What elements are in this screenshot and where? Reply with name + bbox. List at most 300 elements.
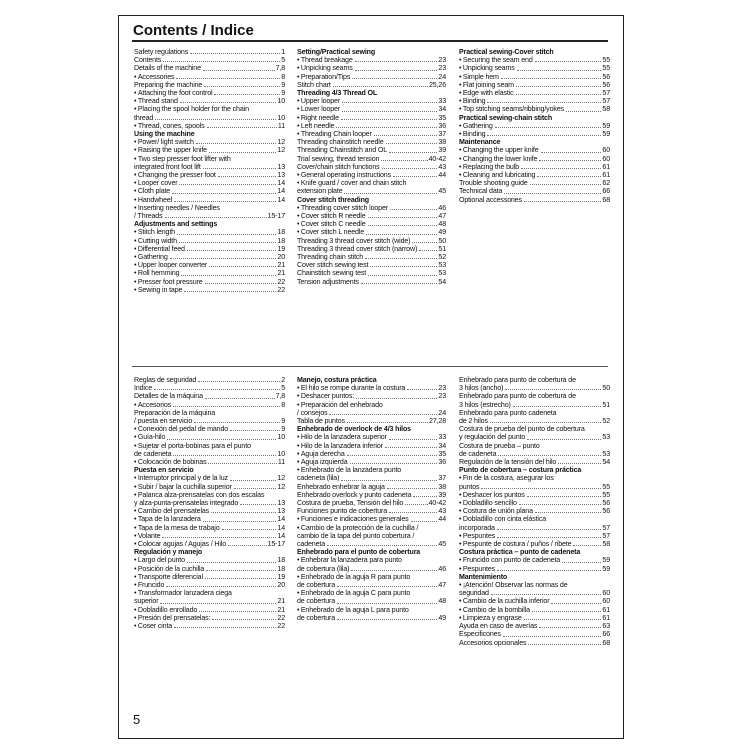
toc-entry-title: • Volante: [134, 532, 160, 540]
toc-entry: [134, 48, 285, 56]
toc-leader-dots: [368, 217, 438, 218]
toc-entry: [134, 458, 285, 466]
toc-heading-text: Cover stitch threading: [297, 195, 369, 204]
toc-entry-title: 3 hilos (ancho): [459, 384, 504, 393]
toc-entry-title: Enhebrado overlock y punto cadeneta: [297, 490, 412, 499]
toc-leader-dots: [481, 488, 601, 489]
toc-leader-dots: [382, 168, 438, 169]
toc-leader-dots: [504, 193, 601, 194]
toc-entry-title: • Knife guard / cover and chain stitch: [297, 179, 406, 187]
toc-leader-dots: [413, 496, 437, 497]
toc-entry: [134, 122, 285, 130]
toc-entry-title: • Tapa de la mesa de trabajo: [134, 524, 220, 532]
toc-entry-title: y alza-punta-prensatelas integrado: [134, 499, 239, 508]
toc-page-number: 53: [602, 433, 610, 442]
toc-heading-text: Costura práctica – punto de cadeneta: [459, 548, 581, 557]
toc-page-number: 59: [602, 564, 610, 573]
toc-entry: [134, 597, 285, 605]
toc-entry: [459, 401, 610, 409]
toc-entry-title: integrated front foot lift: [134, 162, 201, 171]
toc-entry-title: / consejos: [297, 408, 328, 417]
toc-page-number: 7,8: [275, 64, 285, 73]
toc-entry-title: cadeneta (lila): [297, 474, 340, 483]
toc-page-number: 8: [281, 400, 285, 409]
toc-entry: [297, 179, 446, 187]
toc-entry-title: • Pespunte de costura / puños / ribete: [459, 540, 571, 548]
toc-page-number: 34: [438, 105, 446, 114]
toc-leader-dots: [405, 504, 427, 505]
toc-entry-title: Costura de prueba del punto de cobertura: [459, 425, 585, 434]
toc-page-number: 39: [438, 490, 446, 499]
toc-entry-title: Tabla de puntos: [297, 417, 345, 426]
toc-entry-title: • Replacing the bulb: [459, 163, 519, 171]
toc-entry-title: • Inserting needles / Needles: [134, 204, 220, 212]
toc-page-number: 36: [438, 121, 446, 130]
toc-entry: [297, 581, 446, 589]
toc-entry-title: • Cleaning and lubricating: [459, 171, 535, 179]
toc-entry-title: de cobertura: [297, 597, 336, 606]
toc-entry-title: seguridad: [459, 589, 489, 598]
toc-leader-dots: [187, 250, 277, 251]
toc-entry-title: • Cloth plate: [134, 187, 170, 195]
toc-leader-dots: [154, 389, 280, 390]
toc-entry-title: • Dobladillo enrollado: [134, 606, 197, 614]
toc-entry: [134, 253, 285, 261]
toc-entry: [297, 269, 446, 277]
toc-entry-title: • Fin de la costura, asegurar los: [459, 474, 554, 482]
toc-leader-dots: [527, 439, 601, 440]
toc-entry: [459, 614, 610, 622]
toc-entry-title: • Simple hem: [459, 73, 499, 81]
toc-entry-title: Reglas de seguridad: [134, 376, 197, 384]
toc-entry-title: • Preparación del enhebrado: [297, 401, 383, 409]
toc-entry: [459, 146, 610, 154]
toc-leader-dots: [385, 447, 438, 448]
toc-entry: [134, 614, 285, 622]
toc-page-number: 57: [602, 531, 610, 540]
toc-page-number: 12: [277, 146, 285, 155]
toc-heading: [459, 573, 610, 581]
toc-leader-dots: [490, 422, 602, 423]
toc-entry: [459, 171, 610, 179]
toc-entry-title: y regulación del punto: [459, 433, 526, 442]
toc-page-number: 53: [438, 269, 446, 278]
toc-entry: [134, 433, 285, 441]
toc-entry-title: • Cutting width: [134, 237, 177, 245]
toc-entry-title: incorporada: [459, 523, 495, 532]
toc-page-number: 11: [277, 458, 285, 467]
toc-page-number: 23: [438, 384, 446, 393]
toc-entry-title: • Preparation/Tips: [297, 73, 350, 81]
toc-leader-dots: [181, 275, 276, 276]
toc-entry-title: • Limpieza y engrase: [459, 614, 522, 622]
toc-entry: [297, 97, 446, 105]
toc-page-number: 37: [438, 474, 446, 483]
toc-entry: [297, 589, 446, 597]
toc-entry: [297, 163, 446, 171]
toc-entry: [134, 540, 285, 548]
toc-leader-dots: [541, 152, 602, 153]
toc-entry: [134, 56, 285, 64]
toc-entry: [134, 573, 285, 581]
toc-heading: [459, 548, 610, 556]
toc-entry: [459, 556, 610, 564]
toc-leader-dots: [516, 94, 602, 95]
toc-leader-dots: [390, 209, 437, 210]
toc-page-number: 50: [438, 236, 446, 245]
toc-entry: [459, 122, 610, 130]
toc-entry: [459, 179, 610, 187]
toc-entry-title: • Left needle: [297, 122, 334, 130]
toc-leader-dots: [173, 455, 276, 456]
toc-entry-title: Cover stitch sewing test: [297, 261, 369, 270]
toc-entry-title: Ayuda en caso de averías: [459, 622, 538, 631]
toc-leader-dots: [333, 86, 428, 87]
toc-page-number: 43: [438, 507, 446, 516]
toc-leader-dots: [389, 512, 437, 513]
toc-entry: [134, 97, 285, 105]
toc-page-number: 5: [281, 56, 285, 65]
toc-leader-dots: [230, 480, 276, 481]
toc-entry-title: Regulación de la tensión del hilo: [459, 458, 557, 467]
toc-entry: [134, 81, 285, 89]
toc-page-number: 59: [602, 130, 610, 139]
toc-page-number: 44: [438, 171, 446, 180]
toc-entry: [459, 515, 610, 523]
toc-heading: [297, 548, 446, 556]
toc-entry: [297, 442, 446, 450]
toc-entry: [459, 155, 610, 163]
toc-entry: [134, 474, 285, 482]
toc-entry: [134, 581, 285, 589]
toc-heading-text: Punto de cobertura – costura práctica: [459, 466, 582, 475]
toc-page-number: 25,26: [428, 80, 446, 89]
toc-leader-dots: [558, 463, 601, 464]
toc-entry: [134, 237, 285, 245]
toc-page-number: 54: [438, 277, 446, 286]
toc-leader-dots: [160, 603, 276, 604]
toc-entry: [297, 204, 446, 212]
toc-leader-dots: [503, 636, 602, 637]
toc-leader-dots: [336, 127, 437, 128]
toc-entry-title: • Deshacer los puntos: [459, 491, 525, 499]
toc-leader-dots: [203, 168, 277, 169]
toc-entry-title: / puesta en servicio: [134, 417, 193, 426]
toc-page-number: 60: [602, 154, 610, 163]
toc-leader-dots: [174, 201, 276, 202]
toc-entry: [297, 220, 446, 228]
toc-page-number: 19: [277, 244, 285, 253]
toc-entry: [134, 245, 285, 253]
toc-page-number: 62: [602, 179, 610, 188]
toc-page-number: 9: [281, 89, 285, 98]
toc-page-number: 19: [277, 572, 285, 581]
toc-entry: [134, 491, 285, 499]
toc-entry-title: • Cover stitch L needle: [297, 228, 364, 236]
toc-entry: [134, 392, 285, 400]
toc-entry-title: Enhebrado enhebrar la aguja: [297, 482, 385, 491]
toc-leader-dots: [214, 94, 280, 95]
toc-leader-dots: [352, 78, 437, 79]
toc-page-number: 1: [281, 48, 285, 56]
toc-page-number: 54: [602, 458, 610, 467]
toc-entry: [297, 573, 446, 581]
toc-entry: [297, 73, 446, 81]
toc-heading-text: Puesta en servicio: [134, 466, 194, 475]
toc-entry: [459, 639, 610, 647]
toc-entry: [134, 171, 285, 179]
toc-entry-title: • Enhebrado de la aguja R para punto: [297, 573, 410, 581]
toc-entry: [297, 81, 446, 89]
toc-entry-title: superior: [134, 597, 159, 606]
toc-page-number: 13: [277, 507, 285, 516]
toc-page-number: 10: [277, 433, 285, 442]
toc-entry: [297, 540, 446, 548]
toc-page-number: 43: [438, 162, 446, 171]
toc-leader-dots: [412, 242, 437, 243]
toc-entry-title: Trial sewing, thread tension: [297, 154, 380, 163]
toc-entry-title: • Upper looper: [297, 97, 340, 105]
toc-entry-title: 3 hilos (estrecho): [459, 400, 511, 409]
toc-entry: [297, 401, 446, 409]
toc-entry: [459, 499, 610, 507]
toc-page-number: 61: [602, 171, 610, 180]
toc-entry-title: • ¡Atención! Observar las normas de: [459, 581, 568, 589]
toc-leader-dots: [573, 545, 601, 546]
toc-page-number: 45: [438, 540, 446, 549]
toc-leader-dots: [166, 586, 276, 587]
toc-entry-title: thread: [134, 113, 154, 122]
toc-leader-dots: [208, 463, 276, 464]
toc-entry: [459, 630, 610, 638]
toc-entry-title: • Roll hemming: [134, 269, 179, 277]
toc-entry: [459, 64, 610, 72]
toc-entry-title: • Guía-hilo: [134, 433, 165, 441]
toc-entry: [134, 532, 285, 540]
toc-page-number: 56: [602, 72, 610, 81]
toc-leader-dots: [177, 234, 276, 235]
toc-page-number: 21: [277, 269, 285, 278]
toc-column-spanish-2: [297, 376, 446, 622]
toc-leader-dots: [198, 381, 280, 382]
toc-entry: [297, 171, 446, 179]
toc-page-number: 60: [602, 146, 610, 155]
toc-leader-dots: [497, 570, 601, 571]
toc-entry-title: Especificones: [459, 630, 501, 639]
toc-entry-title: • Transformador lanzadera ciega: [134, 589, 232, 597]
toc-entry-title: • Coser cinta: [134, 622, 172, 630]
toc-entry: [297, 187, 446, 195]
toc-entry-title: Threading 3 thread cover stitch (narrow): [297, 244, 418, 253]
toc-leader-dots: [368, 275, 437, 276]
toc-entry-title: Funciones punto de cobertura: [297, 507, 388, 516]
toc-leader-dots: [206, 570, 276, 571]
toc-page-number: 10: [277, 113, 285, 122]
toc-entry-title: • Posición de la cuchilla: [134, 565, 204, 573]
toc-entry: [134, 73, 285, 81]
toc-entry: [297, 524, 446, 532]
toc-entry: [134, 261, 285, 269]
toc-leader-dots: [222, 529, 277, 530]
toc-column-english-3: [459, 48, 610, 204]
toc-heading-text: Mantenimiento: [459, 572, 508, 581]
toc-leader-dots: [203, 521, 277, 522]
toc-leader-dots: [386, 143, 438, 144]
toc-entry-title: • Placing the spool holder for the chain: [134, 105, 249, 113]
toc-entry-title: Preparing the machine: [134, 80, 203, 89]
toc-page-number: 55: [602, 64, 610, 73]
toc-page-number: 35: [438, 113, 446, 122]
toc-entry-title: • Changing the upper knife: [459, 146, 539, 154]
toc-entry-title: • Deshacer puntos:: [297, 392, 354, 400]
toc-leader-dots: [329, 414, 437, 415]
toc-page-number: 34: [438, 441, 446, 450]
page-number: 5: [133, 712, 141, 727]
toc-entry: [459, 589, 610, 597]
toc-entry: [297, 466, 446, 474]
toc-entry: [459, 73, 610, 81]
toc-leader-dots: [495, 127, 602, 128]
toc-leader-dots: [513, 406, 602, 407]
toc-page-number: 60: [602, 589, 610, 598]
toc-entry-title: • Right needle: [297, 114, 339, 122]
toc-page-number: 22: [277, 613, 285, 622]
toc-leader-dots: [389, 152, 437, 153]
toc-entry: [297, 606, 446, 614]
toc-entry: [134, 442, 285, 450]
toc-entry: [297, 474, 446, 482]
toc-entry: [297, 237, 446, 245]
toc-leader-dots: [374, 135, 438, 136]
toc-heading-text: Manejo, costura práctica: [297, 376, 377, 384]
toc-heading: [459, 466, 610, 474]
toc-leader-dots: [337, 619, 437, 620]
toc-page-number: 50: [602, 384, 610, 393]
toc-entry: [134, 286, 285, 294]
toc-entry: [297, 392, 446, 400]
toc-entry-title: Technical data: [459, 187, 503, 196]
toc-page-number: 39: [438, 146, 446, 155]
toc-page-number: 51: [438, 244, 446, 253]
toc-page-number: 7,8: [275, 392, 285, 401]
toc-entry-title: de cobertura: [297, 613, 336, 622]
toc-entry-title: • Palanca alza-prensatelas con dos escalas: [134, 491, 264, 499]
toc-entry-title: • Securing the seam end: [459, 56, 533, 64]
toc-entry: [297, 56, 446, 64]
toc-entry-title: Threading Chainstitch and OL: [297, 146, 388, 155]
toc-page-number: 23: [438, 392, 446, 401]
toc-page-number: 14: [277, 523, 285, 532]
toc-entry-title: • Presión del prensatelas:: [134, 614, 210, 622]
toc-entry-title: • Cover stitch C needle: [297, 220, 366, 228]
toc-leader-dots: [184, 291, 276, 292]
toc-entry-title: • Pespuntes: [459, 532, 495, 540]
toc-entry-title: • Differential feed: [134, 245, 185, 253]
title-rule: [132, 40, 608, 42]
toc-entry-title: • Binding: [459, 130, 485, 138]
toc-leader-dots: [176, 78, 280, 79]
toc-entry: [134, 524, 285, 532]
toc-entry-title: • Cambio de la bombilla: [459, 606, 530, 614]
toc-entry: [134, 622, 285, 630]
toc-leader-dots: [393, 176, 437, 177]
toc-leader-dots: [351, 570, 437, 571]
toc-heading-text: Setting/Practical sewing: [297, 48, 376, 56]
toc-leader-dots: [419, 250, 437, 251]
toc-leader-dots: [381, 160, 427, 161]
toc-entry-title: de cadeneta: [459, 449, 497, 458]
toc-page-number: 51: [602, 400, 610, 409]
toc-entry-title: Stitch chart: [297, 80, 331, 89]
toc-heading: [459, 114, 610, 122]
toc-page-number: 12: [277, 138, 285, 147]
toc-entry: [297, 614, 446, 622]
toc-entry-title: • Subir / bajar la cuchilla superior: [134, 483, 232, 491]
toc-page-number: 58: [602, 105, 610, 114]
toc-entry: [297, 130, 446, 138]
toc-leader-dots: [530, 184, 602, 185]
toc-entry: [459, 384, 610, 392]
toc-page-number: 68: [602, 638, 610, 647]
toc-leader-dots: [535, 61, 602, 62]
toc-entry-title: Accesorios opcionales: [459, 638, 527, 647]
toc-leader-dots: [342, 111, 437, 112]
toc-entry-title: • Costura de unión plana: [459, 507, 533, 515]
toc-entry: [134, 228, 285, 236]
toc-heading-text: Regulación y manejo: [134, 548, 203, 557]
toc-entry: [134, 384, 285, 392]
toc-page-number: 46: [438, 203, 446, 212]
toc-leader-dots: [194, 422, 280, 423]
toc-leader-dots: [355, 70, 438, 71]
toc-entry: [297, 409, 446, 417]
toc-leader-dots: [501, 78, 602, 79]
toc-entry-title: Tension adjustments: [297, 277, 359, 286]
toc-entry: [134, 212, 285, 220]
toc-page-number: 56: [602, 80, 610, 89]
toc-entry-title: Costura de prueba – punto: [459, 441, 540, 450]
toc-page-number: 21: [277, 261, 285, 270]
toc-leader-dots: [172, 193, 276, 194]
toc-entry-title: • Presser foot pressure: [134, 278, 203, 286]
toc-entry-title: • Transporte diferencial: [134, 573, 203, 581]
toc-page-number: 2: [281, 376, 285, 384]
toc-leader-dots: [234, 488, 277, 489]
toc-entry: [297, 491, 446, 499]
toc-page-number: 53: [602, 449, 610, 458]
toc-leader-dots: [337, 586, 437, 587]
toc-entry: [459, 417, 610, 425]
toc-heading-text: Adjustments and settings: [134, 220, 218, 229]
toc-page-number: 56: [602, 507, 610, 516]
toc-entry: [459, 565, 610, 573]
toc-page-number: 59: [602, 556, 610, 565]
toc-page-number: 47: [438, 581, 446, 590]
toc-page-number: 46: [438, 564, 446, 573]
toc-entry-title: Threading chain stitch: [297, 253, 364, 262]
toc-heading: [297, 425, 446, 433]
toc-entry-title: Indice: [134, 384, 153, 393]
toc-entry: [459, 81, 610, 89]
toc-page-number: 24: [438, 72, 446, 81]
toc-leader-dots: [218, 176, 277, 177]
toc-entry-title: cadeneta: [297, 540, 325, 549]
toc-page-number: 59: [602, 121, 610, 130]
toc-page-number: 14: [277, 195, 285, 204]
toc-entry-title: • Two step presser foot lifter with: [134, 155, 231, 163]
toc-leader-dots: [337, 603, 437, 604]
toc-page-number: 21: [277, 605, 285, 614]
